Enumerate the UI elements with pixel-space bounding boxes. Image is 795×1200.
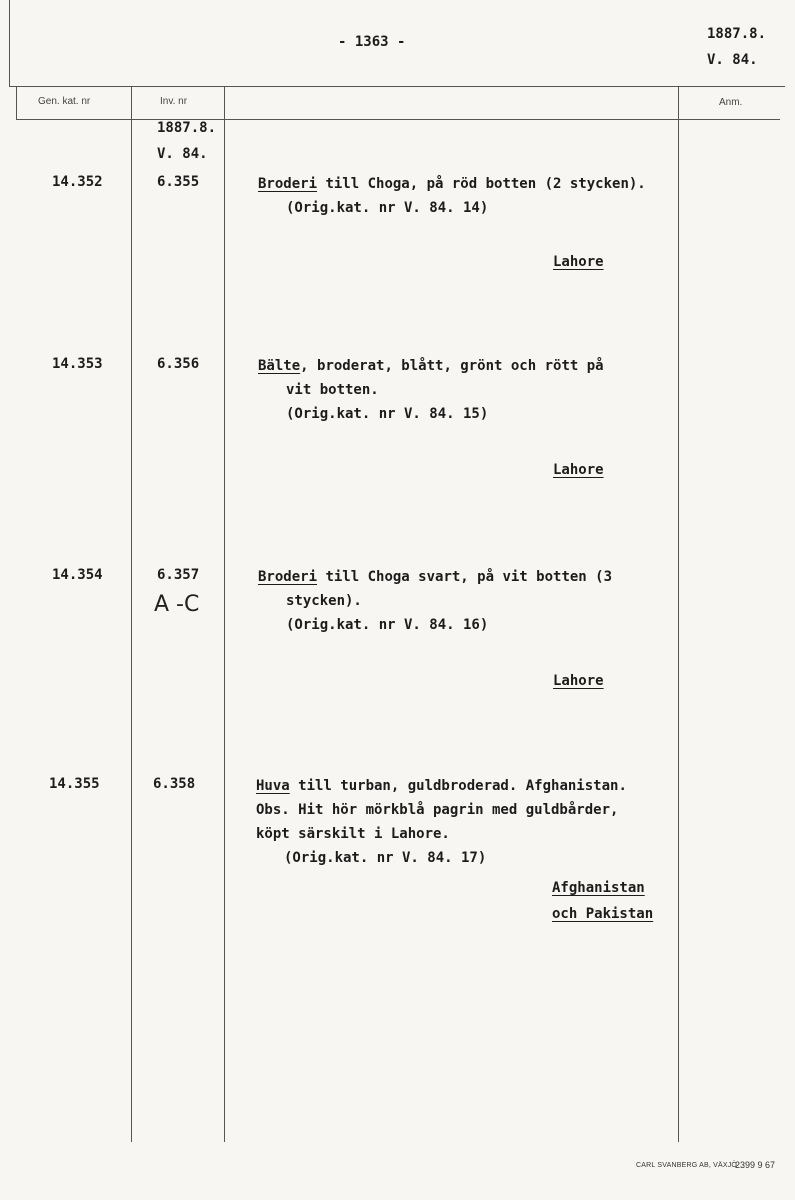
entry-handwritten-note: A -C [154,592,200,617]
entry-place: Lahore [553,462,604,478]
inv-heading-year: 1887.8. [157,120,217,136]
top-right-collection: V. 84. [707,52,758,68]
inv-heading-collection: V. 84. [157,146,208,162]
form-code: 2399 9 67 [735,1160,776,1170]
entry-place: och Pakistan [552,906,654,922]
column-divider-gen-inv [131,86,132,1142]
entry-text-line: köpt särskilt i Lahore. [256,826,450,842]
top-right-year: 1887.8. [707,26,767,42]
entry-place: Lahore [553,254,604,270]
entry-gen-number: 14.354 [52,567,103,583]
entry-description [256,774,627,870]
header-top-rule [9,86,785,87]
entry-description [258,172,646,220]
entry-gen-number: 14.353 [52,356,103,372]
table-left-border [16,86,17,120]
entry-description [258,354,604,426]
entry-object-term: Huva [256,778,290,794]
entry-text-line: till turban, guldbroderad. Afghanistan. [289,778,627,794]
header-gen-kat-nr: Gen. kat. nr [38,96,91,107]
entry-inv-number: 6.356 [157,356,200,372]
column-divider-inv-text [224,86,225,1142]
page-number: - 1363 - [338,34,406,50]
entry-object-term: Broderi [258,176,318,192]
entry-text-line: Obs. Hit hör mörkblå pagrin med guldbårder, [256,802,619,818]
header-inv-nr: Inv. nr [160,96,188,107]
entry-inv-number: 6.358 [153,776,196,792]
entry-text-line: (Orig.kat. nr V. 84. 14) [286,200,489,216]
entry-text-line: (Orig.kat. nr V. 84. 17) [284,850,487,866]
header-anm: Anm. [719,97,743,108]
entry-inv-number: 6.355 [157,174,200,190]
entry-text-line: (Orig.kat. nr V. 84. 15) [286,406,489,422]
entry-description [258,565,612,637]
printer-imprint: CARL SVANBERG AB, VÄXJÖ [636,1162,738,1169]
entry-text-line: stycken). [286,593,362,609]
entry-text-line: till Choga, på röd botten (2 stycken). [317,176,646,192]
entry-text-line: vit botten. [286,382,379,398]
entry-text-line: till Choga svart, på vit botten (3 [317,569,613,585]
entry-gen-number: 14.352 [52,174,103,190]
entry-text-line: , broderat, blått, grönt och rött på [300,358,604,374]
entry-object-term: Bälte [258,358,301,374]
entry-inv-number: 6.357 [157,567,200,583]
entry-gen-number: 14.355 [49,776,100,792]
column-divider-text-anm [678,86,679,1142]
entry-object-term: Broderi [258,569,318,585]
entry-text-line: (Orig.kat. nr V. 84. 16) [286,617,489,633]
entry-place: Afghanistan [552,880,645,896]
left-margin-line [9,0,10,86]
entry-place: Lahore [553,673,604,689]
